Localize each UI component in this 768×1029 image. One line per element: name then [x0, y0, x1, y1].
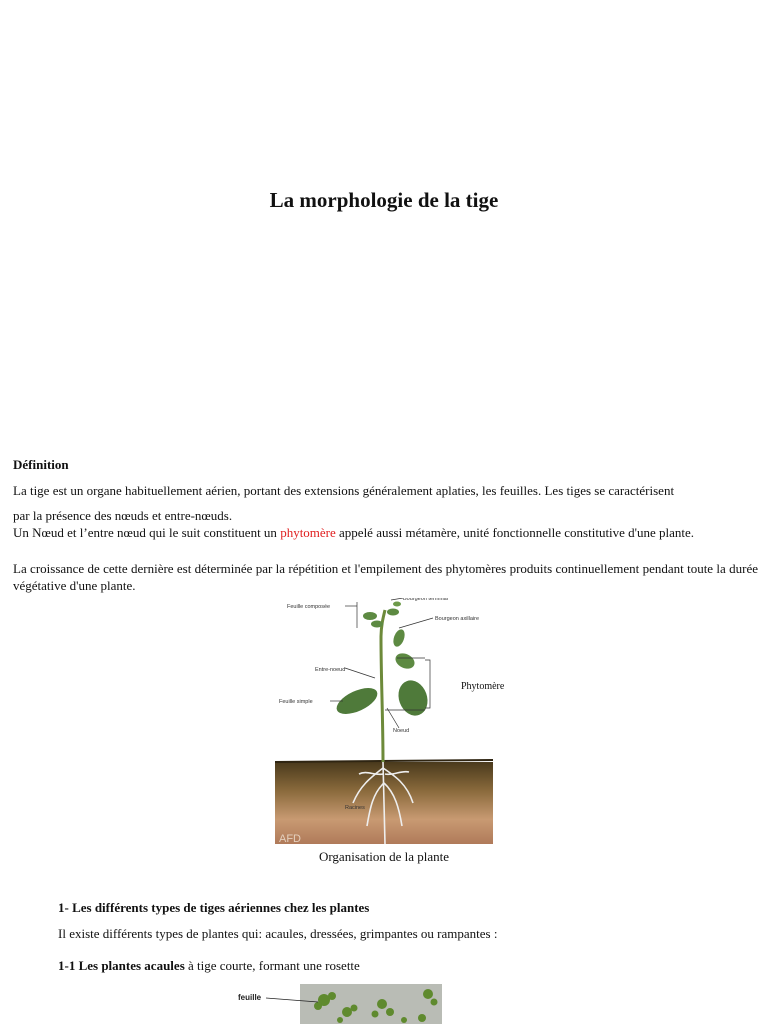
label-bourgeon-terminal: Bourgeon terminal — [403, 598, 448, 602]
label-watermark: AFD — [279, 833, 301, 845]
leaf-upper-right — [391, 628, 407, 648]
label-bourgeon-axillaire: Bourgeon axillaire — [435, 616, 480, 622]
leaf-compound-3 — [387, 609, 399, 616]
label-entre-noeud: Entre-noeud — [315, 667, 346, 673]
leaf-compound-2 — [371, 621, 383, 628]
subsection-heading — [58, 958, 360, 974]
photo-label-feuille: feuille — [238, 993, 262, 1002]
page-title: La morphologie de la tige — [269, 188, 499, 212]
phytomere-highlight: phytomère — [280, 525, 336, 540]
plant-figure — [275, 598, 520, 853]
stem — [381, 610, 385, 762]
leaf-top-bud — [393, 602, 401, 607]
leaf-simple-right — [394, 676, 433, 719]
definition-paragraph-4: La croissance de cette dernière est déterminée par la répétition et l'empilement des phytomères produits continuellement pendant toute la durée végétative d'une plante. — [13, 561, 758, 593]
subsection-heading-rest: à tige courte, formant une rosette — [184, 958, 360, 973]
section-heading: 1- Les différents types de tiges aériennes chez les plantes — [58, 900, 370, 915]
label-feuille-composee: Feuille composée — [287, 604, 331, 610]
rosette-photo — [232, 982, 447, 1024]
definition-heading: Définition — [13, 457, 69, 472]
label-feuille-simple: Feuille simple — [279, 699, 313, 705]
definition-paragraph-2: par la présence des nœuds et entre-nœuds. — [13, 508, 233, 523]
leaf-mid-right — [393, 650, 417, 671]
section-intro: Il existe différents types de plantes qui: acaules, dressées, grimpantes ou rampantes : — [58, 926, 498, 941]
subsection-heading-bold: 1-1 Les plantes acaules — [58, 958, 185, 973]
label-phytomere: Phytomère — [461, 681, 505, 692]
definition-paragraph-3 — [13, 525, 758, 542]
label-racines: Racines — [345, 805, 365, 811]
plant-diagram — [275, 598, 520, 848]
para3-before: Un Nœud et l’entre nœud qui le suit constituent un — [13, 525, 281, 540]
definition-paragraph-1: La tige est un organe habituellement aérien, portant des extensions généralement aplaties, les feuilles. Les tiges se caractérisent — [13, 483, 675, 498]
figure-caption: Organisation de la plante — [318, 849, 450, 864]
leaf-compound-1 — [363, 612, 377, 620]
para3-after: appelé aussi métamère, unité fonctionnelle constitutive d'une plante. — [335, 525, 695, 540]
rosette-photo-figure — [232, 982, 447, 1029]
label-noeud: Noeud — [393, 728, 410, 734]
